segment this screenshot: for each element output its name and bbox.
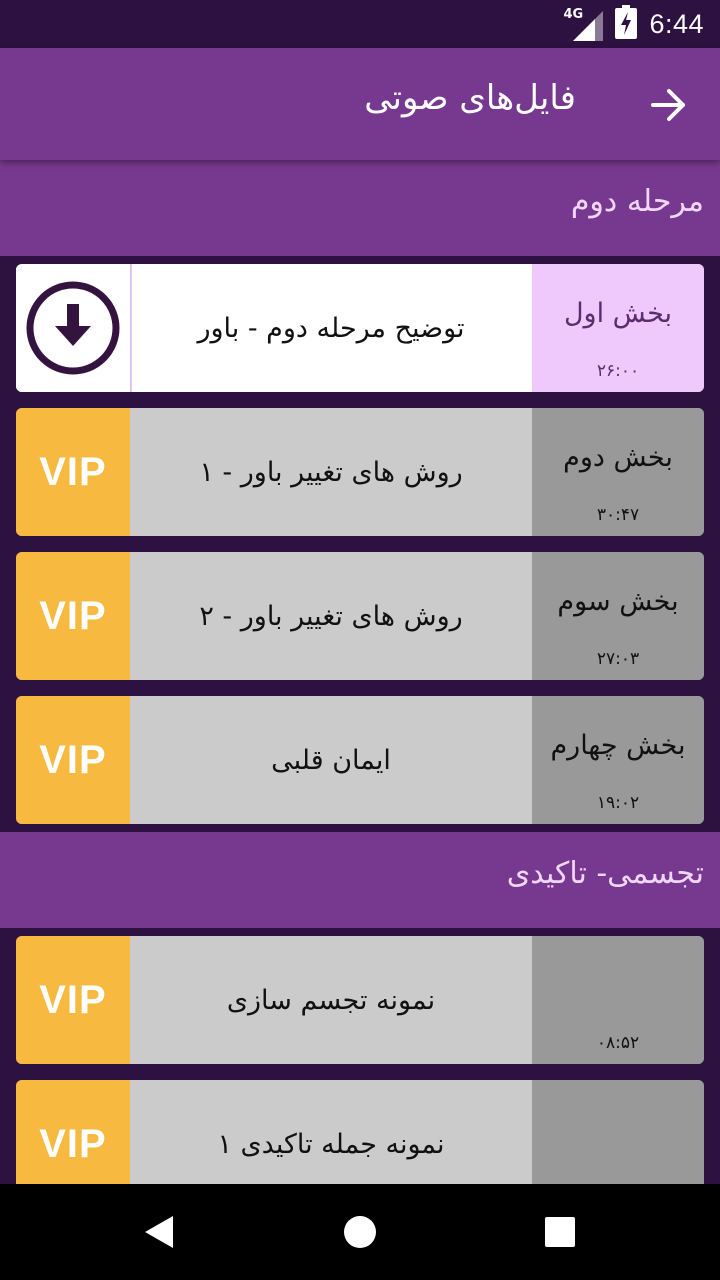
nav-home-button[interactable]: [332, 1204, 388, 1260]
download-button[interactable]: [16, 264, 132, 392]
part-info: [532, 264, 704, 392]
part-label: بخش اول: [563, 298, 673, 329]
section-header: [0, 160, 720, 256]
item-title: توضیح مرحله دوم - باور: [197, 312, 465, 344]
vip-badge[interactable]: [16, 936, 130, 1064]
nav-back-button[interactable]: [132, 1204, 188, 1260]
item-title: روش های تغییر باور - ۲: [199, 600, 463, 632]
arrow-right-icon: [651, 88, 687, 122]
vip-label: VIP: [39, 1121, 107, 1166]
part-info: [532, 408, 704, 536]
clock: 6:44: [649, 8, 704, 39]
item-title: روش های تغییر باور - ۱: [199, 456, 463, 488]
vip-badge[interactable]: [16, 552, 130, 680]
item-title-area: [130, 696, 532, 824]
part-info: [532, 552, 704, 680]
vip-label: VIP: [39, 977, 107, 1022]
item-title: ایمان قلبی: [271, 744, 391, 776]
download-icon: [25, 280, 121, 376]
audio-item[interactable]: [16, 552, 704, 680]
home-circle-icon: [342, 1214, 378, 1250]
vip-badge[interactable]: [16, 408, 130, 536]
section-title: تجسمی- تاکیدی: [506, 856, 704, 891]
vip-label: VIP: [39, 449, 107, 494]
network-type: 4G: [563, 7, 584, 22]
nav-recents-button[interactable]: [532, 1204, 588, 1260]
app-bar: [0, 48, 720, 160]
duration: ۲۷:۰۳: [596, 649, 640, 669]
back-button[interactable]: [642, 78, 696, 132]
recents-square-icon: [544, 1216, 576, 1248]
item-title-area: [130, 408, 532, 536]
duration: ۰۸:۵۲: [596, 1033, 640, 1053]
section-header: [0, 832, 720, 928]
status-icons: [563, 0, 704, 48]
item-title: نمونه جمله تاکیدی ۱: [217, 1128, 445, 1160]
duration: ۲۶:۰۰: [596, 361, 640, 381]
duration: ۱۹:۰۲: [596, 793, 640, 813]
item-title-area: [130, 552, 532, 680]
navigation-bar: [0, 1184, 720, 1280]
item-title: نمونه تجسم سازی: [226, 984, 436, 1016]
duration: ۳۰:۴۷: [596, 505, 640, 525]
signal-icon: [563, 7, 603, 41]
part-label: بخش دوم: [563, 442, 673, 473]
part-label: بخش سوم: [557, 586, 679, 617]
vip-label: VIP: [39, 737, 107, 782]
back-triangle-icon: [143, 1214, 177, 1250]
section-title: مرحله دوم: [570, 184, 704, 219]
battery-charging-icon: [615, 5, 637, 43]
part-label: بخش چهارم: [550, 730, 686, 761]
page-title: فایل‌های صوتی: [364, 78, 576, 118]
audio-item[interactable]: [16, 264, 704, 392]
item-title-area: [130, 936, 532, 1064]
vip-badge[interactable]: [16, 696, 130, 824]
item-title-area: [130, 264, 532, 392]
audio-item[interactable]: [16, 696, 704, 824]
status-bar: [0, 0, 720, 48]
part-info: [532, 696, 704, 824]
audio-item[interactable]: [16, 408, 704, 536]
part-info: [532, 936, 704, 1064]
vip-label: VIP: [39, 593, 107, 638]
audio-item[interactable]: [16, 936, 704, 1064]
